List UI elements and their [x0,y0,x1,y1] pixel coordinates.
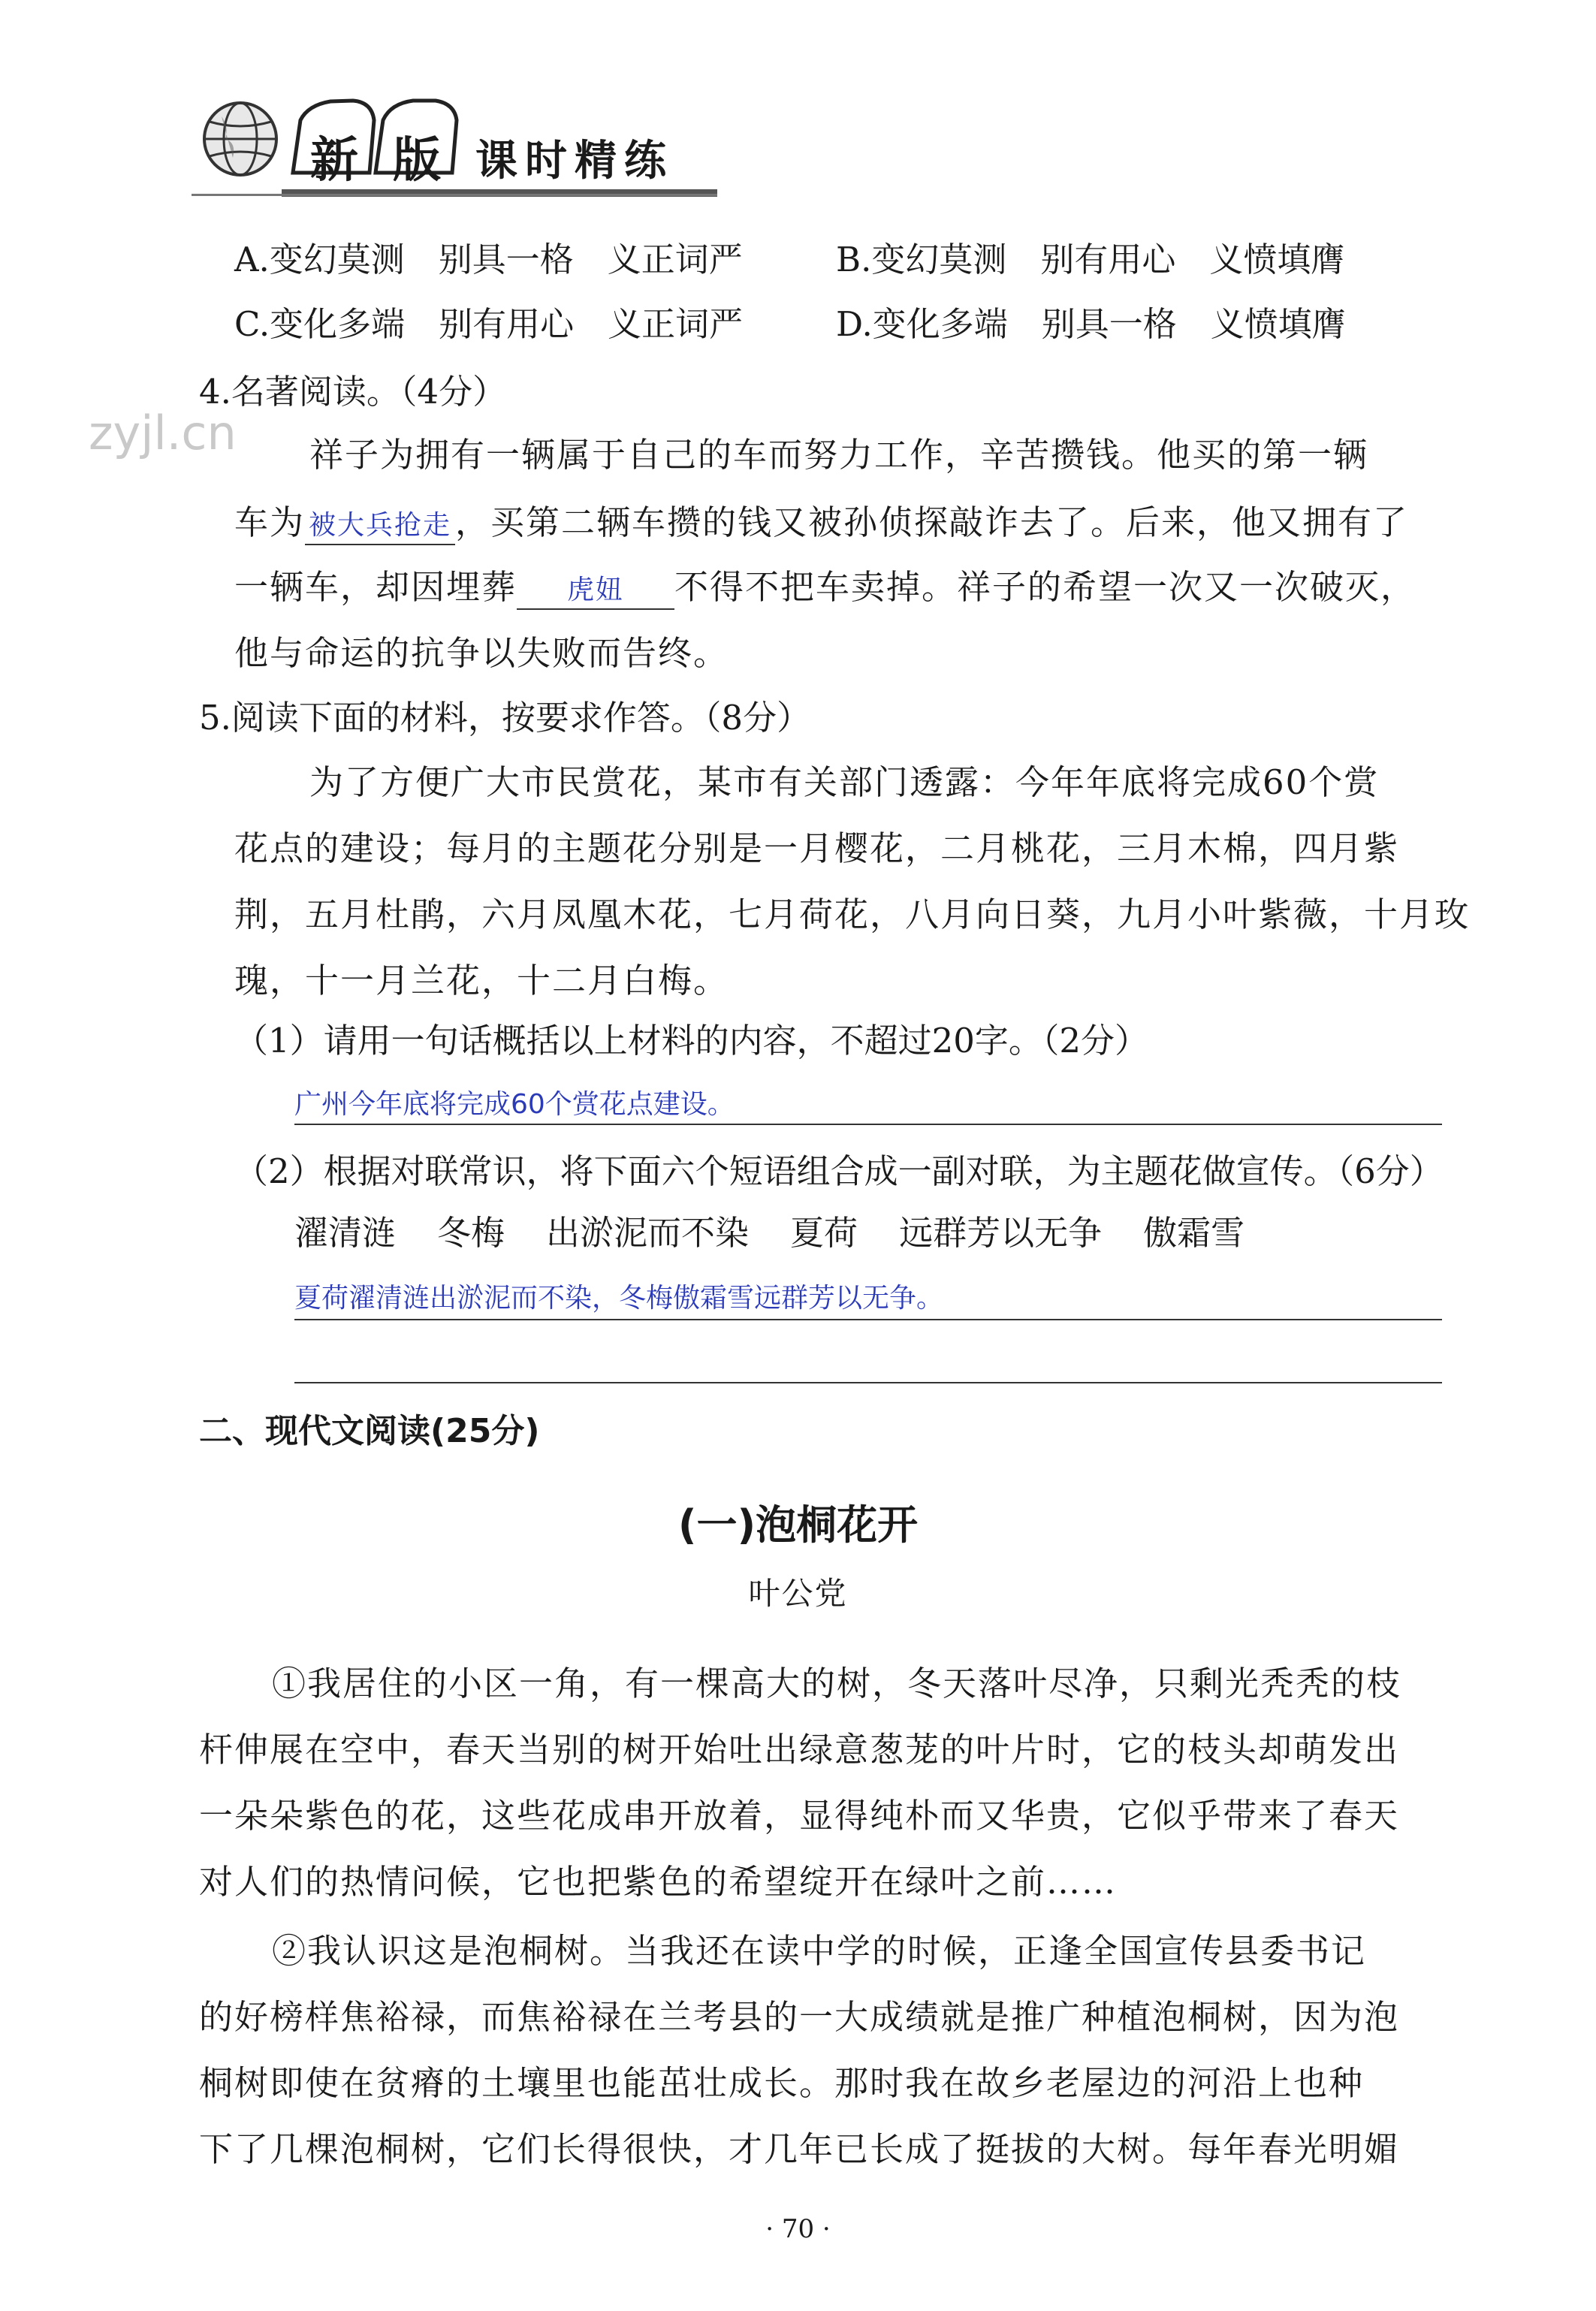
q4-line-2-end: ，买第二辆车攒的钱又被孙侦探敲诈去了。后来，他又拥有了 [455,502,1409,542]
passage-line: 的好榜样焦裕禄，而焦裕禄在兰考县的一大成绩就是推广种植泡桐树，因为泡 [199,1997,1400,2037]
header-title: 课时精练 [475,137,674,186]
q5-answer-2: 夏荷濯清涟出淤泥而不染，冬梅傲霜雪远群芳以无争。 [294,1283,944,1314]
passage-line: 桐树即使在贫瘠的土壤里也能茁壮成长。那时我在故乡老屋边的河沿上也种 [199,2063,1365,2103]
passage-line: 杆伸展在空中，春天当别的树开始吐出绿意葱茏的叶片时，它的枝头却萌发出 [199,1730,1400,1769]
phrase-item: 出淤泥而不染 [546,1213,750,1253]
option-d: D.变化多端 别具一格 义愤填膺 [836,304,1346,344]
q4-line-3-start: 一辆车，却因埋葬 [234,567,517,607]
q4-line-3 [234,565,1416,610]
phrase-item: 傲霜雪 [1143,1213,1245,1253]
passage-line: 一朵朵紫色的花，这些花成串开放着，显得纯朴而又华贵，它似乎带来了春天 [199,1796,1400,1836]
option-b: B.变幻莫测 别有用心 义愤填膺 [836,240,1345,279]
q5-material-2: 花点的建设；每月的主题花分别是一月樱花，二月桃花，三月木棉，四月紫 [234,828,1400,868]
q4-line-4: 他与命运的抗争以失败而告终。 [234,633,729,673]
q5-material-4: 瑰，十一月兰花，十二月白梅。 [234,961,729,1000]
header-xin: 新 [310,133,358,189]
passage-line: 对人们的热情问候，它也把紫色的希望绽开在绿叶之前…… [199,1862,1118,1902]
answer-rule-3 [294,1382,1442,1383]
header-rule [192,194,717,196]
answer-blank-1 [305,505,455,545]
answer-blank-2 [517,569,674,610]
q5-sub2: （2）根据对联常识，将下面六个短语组合成一副对联，为主题花做宣传。（6分） [234,1151,1444,1191]
q4-line-2 [234,500,1408,545]
phrase-list [294,1211,1245,1256]
watermark: zyjl.cn [89,406,237,460]
page-number: · 70 · [765,2214,831,2244]
q4-line-1: 祥子为拥有一辆属于自己的车而努力工作，辛苦攒钱。他买的第一辆 [309,435,1369,475]
article-author: 叶公党 [748,1575,848,1612]
phrase-item: 冬梅 [437,1213,505,1253]
header-ban: 版 [393,133,441,189]
answer-rule-2 [294,1319,1442,1320]
phrase-item: 夏荷 [790,1213,858,1253]
passage-line: ②我认识这是泡桐树。当我还在读中学的时候，正逢全国宣传县委书记 [272,1931,1367,1971]
option-c: C.变化多端 别有用心 义正词严 [234,304,744,344]
section-heading: 二、现代文阅读(25分) [199,1412,540,1450]
answer-1: 被大兵抢走 [309,510,452,541]
q5-label: 5.阅读下面的材料，按要求作答。（8分） [199,698,811,738]
q5-answer-1: 广州今年底将完成60个赏花点建设。 [294,1089,735,1120]
q5-material-1: 为了方便广大市民赏花，某市有关部门透露：今年年底将完成60个赏 [309,762,1380,802]
answer-rule-1 [294,1124,1442,1125]
article-title: (一)泡桐花开 [677,1501,919,1549]
passage-line: 下了几棵泡桐树，它们长得很快，才几年已长成了挺拔的大树。每年春光明媚 [199,2129,1400,2169]
phrase-item: 濯清涟 [294,1213,397,1253]
globe-logo-icon [199,98,282,180]
option-a: A.变幻莫测 别具一格 义正词严 [234,240,743,279]
q4-line-2-start: 车为 [234,502,306,542]
q4-line-3-end: 不得不把车卖掉。祥子的希望一次又一次破灭， [674,567,1416,607]
header [192,83,717,203]
phrase-item: 远群芳以无争 [899,1213,1103,1253]
q5-material-3: 荆，五月杜鹃，六月凤凰木花，七月荷花，八月向日葵，九月小叶紫薇，十月玫 [234,895,1471,934]
q5-sub1: （1）请用一句话概括以上材料的内容，不超过20字。（2分） [234,1021,1149,1060]
answer-2: 虎妞 [567,575,625,605]
q4-label: 4.名著阅读。（4分） [199,372,507,412]
passage-line: ①我居住的小区一角，有一棵高大的树，冬天落叶尽净，只剩光秃秃的枝 [272,1664,1402,1703]
